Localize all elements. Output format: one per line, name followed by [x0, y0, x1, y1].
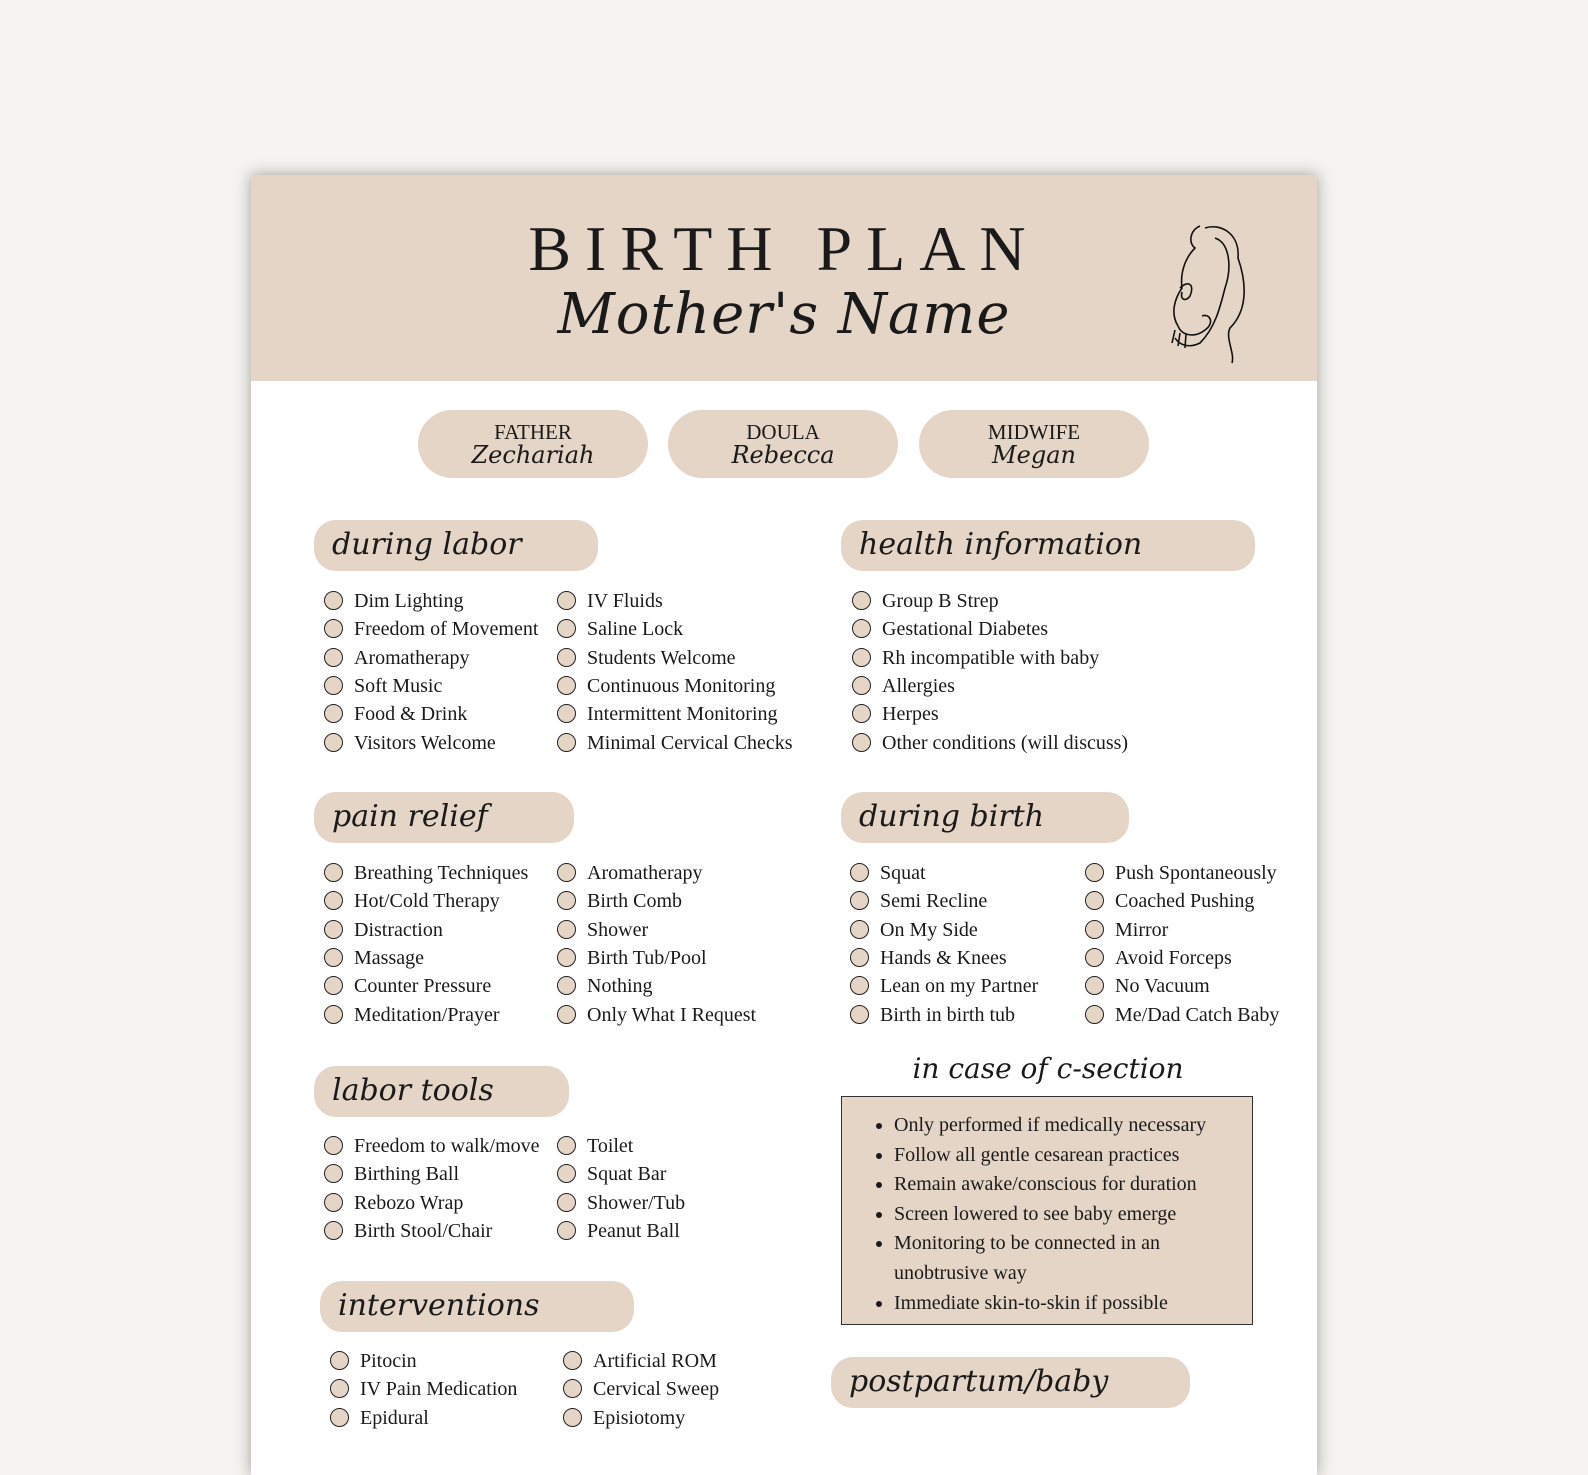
checklist-item-label: No Vacuum [1115, 975, 1210, 998]
c-section-item: • Follow all gentle cesarean practices [894, 1141, 1252, 1171]
checklist-item[interactable] [587, 617, 683, 641]
role-badge-father [418, 410, 648, 478]
checklist-item[interactable] [882, 702, 939, 726]
checklist-item-label: Food & Drink [354, 703, 468, 726]
checkbox-circle-icon[interactable] [324, 1193, 343, 1212]
checklist-item-label: Allergies [882, 674, 955, 697]
checkbox-circle-icon[interactable] [324, 1136, 343, 1155]
checklist-item-label: Birthing Ball [354, 1163, 459, 1186]
section-heading-postpartum-baby: postpartum/baby [831, 1357, 1190, 1408]
role-badge-midwife [919, 410, 1149, 478]
checklist-item-label: Lean on my Partner [880, 975, 1039, 998]
checklist-item[interactable] [880, 946, 1007, 970]
checkbox-circle-icon[interactable] [1085, 920, 1104, 939]
checklist-item[interactable] [587, 1003, 756, 1027]
checklist-item-label: Push Spontaneously [1115, 862, 1277, 884]
checkbox-circle-icon[interactable] [1085, 948, 1104, 967]
role-name: Rebecca [731, 441, 835, 469]
checklist-item-label: Saline Lock [587, 618, 684, 641]
checklist-item-label: Hands & Knees [880, 946, 1007, 969]
checkbox-circle-icon[interactable] [557, 863, 576, 882]
checklist-item-label: Birth Stool/Chair [354, 1219, 493, 1242]
checklist-item[interactable] [880, 974, 1038, 998]
checklist-item-label: Episiotomy [593, 1406, 686, 1429]
checklist-item[interactable] [354, 617, 538, 641]
checklist-item[interactable] [360, 1377, 517, 1401]
page-title: BIRTH PLAN [528, 213, 1040, 284]
role-label: DOULA [746, 420, 820, 444]
checklist-item[interactable] [587, 1162, 666, 1186]
checklist-item[interactable] [1115, 861, 1277, 885]
pregnant-woman-icon [1160, 218, 1260, 366]
checkbox-circle-icon[interactable] [324, 676, 343, 695]
checklist-item[interactable] [587, 889, 682, 913]
checklist-item-label: Epidural [360, 1406, 429, 1429]
checklist-item[interactable] [882, 646, 1099, 670]
checklist-item[interactable] [354, 674, 442, 698]
checklist-item-label: IV Fluids [587, 590, 663, 612]
checklist-item[interactable] [587, 918, 648, 942]
checklist-item[interactable] [587, 589, 663, 613]
checkbox-circle-icon[interactable] [324, 1221, 343, 1240]
checklist-item[interactable] [1115, 889, 1254, 913]
checklist-item-label: Birth Tub/Pool [587, 946, 707, 969]
checklist-item[interactable] [587, 702, 778, 726]
checklist-item[interactable] [1115, 1003, 1279, 1027]
checklist-item-label: Shower/Tub [587, 1191, 686, 1214]
checklist-item-label: Herpes [882, 703, 939, 726]
checklist-item[interactable] [587, 1191, 685, 1215]
checklist-item[interactable] [880, 861, 926, 885]
checklist-item-label: Freedom of Movement [354, 618, 539, 641]
checkbox-circle-icon[interactable] [324, 733, 343, 752]
c-section-item: • Monitoring to be connected in an unobtrusive way [894, 1229, 1252, 1288]
checklist-item-label: Birth in birth tub [880, 1003, 1015, 1026]
checkbox-circle-icon[interactable] [330, 1408, 349, 1427]
checkbox-circle-icon[interactable] [324, 1005, 343, 1024]
checkbox-circle-icon[interactable] [324, 948, 343, 967]
c-section-box [841, 1096, 1253, 1325]
checkbox-circle-icon[interactable] [563, 1351, 582, 1370]
checkbox-circle-icon[interactable] [850, 920, 869, 939]
section-heading-during-birth: during birth [841, 792, 1129, 843]
checklist-item[interactable] [354, 1134, 540, 1158]
c-section-item: • Only performed if medically necessary [894, 1111, 1252, 1141]
checklist-item-label: Avoid Forceps [1115, 946, 1232, 969]
checklist-item[interactable] [587, 646, 736, 670]
checklist-item-label: Rh incompatible with baby [882, 646, 1100, 669]
section-heading-interventions: interventions [320, 1281, 634, 1332]
checkbox-circle-icon[interactable] [557, 1005, 576, 1024]
role-label: FATHER [494, 420, 572, 444]
checkbox-circle-icon[interactable] [850, 948, 869, 967]
checkbox-circle-icon[interactable] [324, 591, 343, 610]
section-heading-pain-relief: pain relief [314, 792, 574, 843]
checklist-item[interactable] [354, 1162, 459, 1186]
checkbox-circle-icon[interactable] [557, 648, 576, 667]
checkbox-circle-icon[interactable] [324, 648, 343, 667]
checklist-item-label: Intermittent Monitoring [587, 703, 778, 726]
checkbox-circle-icon[interactable] [324, 920, 343, 939]
checklist-item-label: Only What I Request [587, 1003, 757, 1026]
checkbox-circle-icon[interactable] [1085, 863, 1104, 882]
checklist-item[interactable] [354, 589, 463, 613]
checklist-item-label: Cervical Sweep [593, 1378, 720, 1401]
checklist-item[interactable] [1115, 918, 1168, 942]
checklist-item-label: Birth Comb [587, 890, 683, 913]
checklist-item[interactable] [880, 918, 978, 942]
checkbox-circle-icon[interactable] [852, 648, 871, 667]
mother-name: Mother's Name [557, 282, 1011, 347]
checklist-item[interactable] [354, 646, 470, 670]
checklist-item[interactable] [587, 1134, 633, 1158]
checkbox-circle-icon[interactable] [324, 863, 343, 882]
checklist-item-label: Continuous Monitoring [587, 674, 776, 697]
checklist-item-label: Breathing Techniques [354, 862, 529, 884]
checklist-item[interactable] [1115, 946, 1232, 970]
c-section-item: • Screen lowered to see baby emerge [894, 1200, 1252, 1230]
role-name: Zechariah [471, 441, 595, 469]
checklist-item-label: Other conditions (will discuss) [882, 731, 1129, 754]
checklist-item-label: Students Welcome [587, 646, 736, 669]
checklist-item[interactable] [360, 1406, 429, 1430]
checklist-item-label: Pitocin [360, 1350, 417, 1372]
checklist-item[interactable] [1115, 974, 1210, 998]
checkbox-circle-icon[interactable] [852, 591, 871, 610]
checklist-item-label: Artificial ROM [593, 1350, 717, 1372]
checklist-item[interactable] [882, 731, 1128, 755]
checklist-item-label: Aromatherapy [587, 862, 703, 884]
c-section-item: • Immediate skin-to-skin if possible [894, 1289, 1252, 1319]
checklist-item[interactable] [587, 1219, 680, 1243]
checkbox-circle-icon[interactable] [557, 1136, 576, 1155]
role-name: Megan [992, 441, 1076, 469]
checklist-item[interactable] [354, 946, 424, 970]
checklist-item[interactable] [354, 702, 467, 726]
checkbox-circle-icon[interactable] [557, 733, 576, 752]
checklist-item-label: Squat [880, 862, 926, 884]
checklist-item-label: Hot/Cold Therapy [354, 890, 500, 913]
checkbox-circle-icon[interactable] [557, 1193, 576, 1212]
checkbox-circle-icon[interactable] [330, 1351, 349, 1370]
checklist-item-label: Group B Strep [882, 590, 999, 612]
checklist-item-label: Soft Music [354, 674, 443, 697]
checkbox-circle-icon[interactable] [563, 1408, 582, 1427]
checklist-item[interactable] [354, 1003, 500, 1027]
section-heading-during-labor: during labor [314, 520, 598, 571]
checklist-item[interactable] [587, 731, 793, 755]
checklist-item-label: Shower [587, 918, 649, 941]
checklist-item[interactable] [587, 861, 703, 885]
checklist-item[interactable] [354, 889, 500, 913]
checklist-item-label: On My Side [880, 918, 978, 941]
role-badge-doula [668, 410, 898, 478]
checklist-item[interactable] [880, 1003, 1015, 1027]
checkbox-circle-icon[interactable] [557, 591, 576, 610]
checklist-item-label: Coached Pushing [1115, 890, 1255, 913]
checklist-item-label: Squat Bar [587, 1163, 667, 1186]
checklist-item-label: Distraction [354, 918, 443, 941]
checklist-item-label: Toilet [587, 1135, 634, 1157]
checkbox-circle-icon[interactable] [557, 1221, 576, 1240]
checkbox-circle-icon[interactable] [852, 733, 871, 752]
checklist-item[interactable] [354, 974, 491, 998]
checklist-item[interactable] [354, 731, 496, 755]
checkbox-circle-icon[interactable] [852, 676, 871, 695]
checklist-item[interactable] [593, 1406, 685, 1430]
checklist-item-label: Counter Pressure [354, 975, 492, 998]
checkbox-circle-icon[interactable] [557, 676, 576, 695]
checklist-item[interactable] [354, 918, 443, 942]
checklist-item[interactable] [882, 589, 999, 613]
checklist-item[interactable] [354, 1191, 463, 1215]
role-label: MIDWIFE [987, 420, 1081, 444]
checklist-item[interactable] [882, 617, 1048, 641]
checklist-item-label: Rebozo Wrap [354, 1191, 464, 1214]
section-heading-labor-tools: labor tools [314, 1066, 569, 1117]
checklist-item-label: Freedom to walk/move [354, 1135, 540, 1157]
checkbox-circle-icon[interactable] [850, 1005, 869, 1024]
checklist-item-label: Nothing [587, 975, 653, 998]
checklist-item-label: Meditation/Prayer [354, 1003, 500, 1026]
checklist-item-label: Aromatherapy [354, 646, 470, 669]
checklist-item-label: Gestational Diabetes [882, 618, 1049, 641]
c-section-heading: in case of c-section [912, 1052, 1184, 1085]
checklist-item-label: Minimal Cervical Checks [587, 731, 793, 754]
checklist-item[interactable] [354, 1219, 492, 1243]
checklist-item-label: Mirror [1115, 918, 1169, 941]
section-heading-health-information: health information [841, 520, 1255, 571]
c-section-item: • Remain awake/conscious for duration [894, 1170, 1252, 1200]
checklist-item[interactable] [360, 1349, 417, 1373]
checklist-item[interactable] [593, 1349, 717, 1373]
checklist-item[interactable] [880, 889, 987, 913]
checkbox-circle-icon[interactable] [557, 948, 576, 967]
checklist-item[interactable] [587, 674, 775, 698]
checklist-item[interactable] [882, 674, 955, 698]
checklist-item[interactable] [587, 974, 653, 998]
checkbox-circle-icon[interactable] [557, 920, 576, 939]
checkbox-circle-icon[interactable] [1085, 1005, 1104, 1024]
checklist-item[interactable] [593, 1377, 719, 1401]
checklist-item[interactable] [354, 861, 528, 885]
checklist-item[interactable] [587, 946, 707, 970]
checklist-item-label: Peanut Ball [587, 1219, 680, 1242]
checklist-item-label: Massage [354, 946, 424, 969]
checkbox-circle-icon[interactable] [850, 863, 869, 882]
checklist-item-label: IV Pain Medication [360, 1378, 518, 1401]
checklist-item-label: Dim Lighting [354, 590, 464, 612]
checklist-item-label: Semi Recline [880, 890, 988, 913]
checklist-item-label: Visitors Welcome [354, 731, 496, 754]
checklist-item-label: Me/Dad Catch Baby [1115, 1003, 1280, 1026]
